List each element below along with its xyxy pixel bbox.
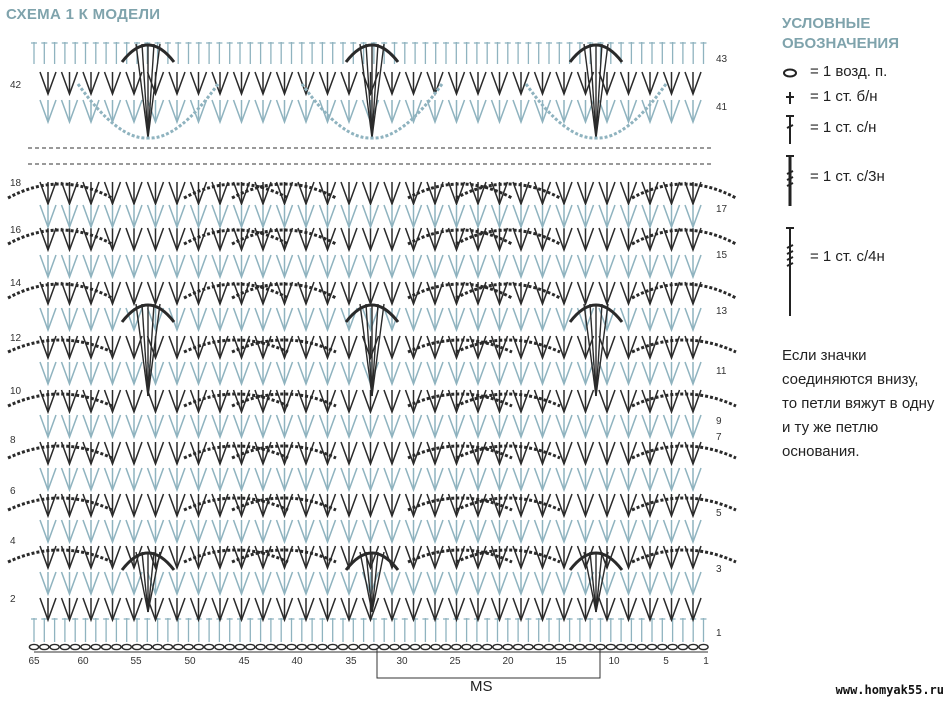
row-number-right: 9: [716, 416, 722, 427]
row-number-left: 6: [10, 486, 16, 497]
chain-stitch: [29, 644, 38, 649]
note-line: то петли вяжут в одну: [782, 395, 935, 412]
chain-stitch: [565, 644, 574, 649]
legend-title-line1: УСЛОВНЫЕ: [782, 15, 871, 32]
chain-stitch: [60, 644, 69, 649]
treble-stitch: [136, 304, 148, 396]
note-line: и ту же петлю: [782, 419, 879, 436]
chain-stitch: [606, 644, 615, 649]
chain-stitch: [225, 644, 234, 649]
chain-stitch: [132, 644, 141, 649]
note-line: основания.: [782, 443, 860, 460]
chain-stitch: [122, 644, 131, 649]
chain-stitch: [194, 644, 203, 649]
chain-stitch: [246, 644, 255, 649]
chain-stitch: [153, 644, 162, 649]
chain-stitch: [503, 644, 512, 649]
stitch-number: 1: [703, 656, 709, 667]
chain-stitch: [318, 644, 327, 649]
row-number-left: 8: [10, 435, 16, 446]
treble-stitch: [148, 44, 160, 138]
chain-stitch: [266, 644, 275, 649]
row-number-right: 15: [716, 250, 728, 261]
row-number-left: 12: [10, 333, 22, 344]
stitch-number: 55: [130, 656, 142, 667]
chain-stitch: [617, 644, 626, 649]
chain-stitch: [184, 644, 193, 649]
repeat-label: MS: [470, 678, 493, 695]
chain-stitch: [658, 644, 667, 649]
chain-stitch: [647, 644, 656, 649]
chain-stitch: [328, 644, 337, 649]
stitch-number: 40: [291, 656, 303, 667]
chain-stitch: [627, 644, 636, 649]
chain-stitch-icon: [782, 66, 802, 80]
treble-4-icon: [782, 224, 802, 318]
chain-arch: [8, 184, 112, 198]
row-number-left: 18: [10, 178, 22, 189]
chain-stitch: [205, 644, 214, 649]
chain-stitch: [483, 644, 492, 649]
row-number-left: 2: [10, 594, 16, 605]
stitch-number: 30: [396, 656, 408, 667]
chain-stitch: [400, 644, 409, 649]
chain-stitch: [256, 644, 265, 649]
chain-arch: [302, 84, 372, 138]
treble-stitch: [596, 44, 602, 138]
stitch-number: 5: [663, 656, 669, 667]
chain-stitch: [71, 644, 80, 649]
treble-stitch: [596, 552, 608, 612]
chain-stitch: [555, 644, 564, 649]
chain-stitch: [215, 644, 224, 649]
chain-stitch: [50, 644, 59, 649]
treble-stitch: [142, 304, 148, 396]
chain-stitch: [81, 644, 90, 649]
chain-stitch: [40, 644, 49, 649]
stitch-number: 60: [77, 656, 89, 667]
chain-stitch: [277, 644, 286, 649]
stitch-number: 65: [28, 656, 40, 667]
chain-stitch: [544, 644, 553, 649]
note-text: [782, 344, 950, 464]
row-number-right: 7: [716, 432, 722, 443]
stitch-number: 20: [502, 656, 514, 667]
treble-stitch: [372, 44, 378, 138]
treble-stitch: [148, 552, 154, 612]
chain-stitch: [699, 644, 708, 649]
chart-title: СХЕМА 1 К МОДЕЛИ: [6, 6, 161, 23]
chain-stitch: [411, 644, 420, 649]
legend-label-double: = 1 ст. с/н: [810, 119, 877, 136]
chain-stitch: [338, 644, 347, 649]
chain-stitch: [380, 644, 389, 649]
watermark: www.homyak55.ru: [835, 683, 944, 697]
chain-stitch: [514, 644, 523, 649]
chain-stitch: [431, 644, 440, 649]
single-crochet-icon: [782, 88, 802, 108]
row-number-left: 4: [10, 536, 16, 547]
chain-stitch: [112, 644, 121, 649]
note-line: соединяются внизу,: [782, 371, 919, 388]
legend-title-line2: ОБОЗНАЧЕНИЯ: [782, 35, 899, 52]
chain-stitch: [586, 644, 595, 649]
row-number-left: 10: [10, 386, 22, 397]
legend-title: [782, 14, 942, 54]
chain-stitch: [297, 644, 306, 649]
chain-stitch: [678, 644, 687, 649]
row-number-right: 3: [716, 564, 722, 575]
row-number-right: 1: [716, 628, 722, 639]
chain-stitch: [359, 644, 368, 649]
treble-stitch: [596, 304, 602, 396]
chain-stitch: [308, 644, 317, 649]
stitch-number: 50: [184, 656, 196, 667]
chain-stitch: [174, 644, 183, 649]
legend-label-treble3: = 1 ст. с/3н: [810, 168, 885, 185]
row-number-right: 11: [716, 366, 727, 377]
chain-stitch: [349, 644, 358, 649]
stitch-number: 45: [238, 656, 250, 667]
treble-stitch: [136, 44, 148, 138]
chain-stitch: [390, 644, 399, 649]
chain-arch: [8, 230, 112, 244]
chain-stitch: [524, 644, 533, 649]
chain-stitch: [235, 644, 244, 649]
row-number-right: 41: [716, 102, 728, 113]
chain-stitch: [462, 644, 471, 649]
row-number-right: 17: [716, 204, 728, 215]
chain-stitch: [689, 644, 698, 649]
row-number-right: 43: [716, 54, 728, 65]
legend-label-single: = 1 ст. б/н: [810, 88, 878, 105]
chain-stitch: [91, 644, 100, 649]
chain-stitch: [575, 644, 584, 649]
row-number-right: 13: [716, 306, 728, 317]
chain-stitch: [441, 644, 450, 649]
stitch-number: 25: [449, 656, 461, 667]
row-number-left: 16: [10, 225, 22, 236]
row-number-left: 42: [10, 80, 22, 91]
treble-stitch: [590, 44, 596, 138]
double-crochet-icon: [782, 112, 802, 146]
chain-stitch: [287, 644, 296, 649]
chain-stitch: [143, 644, 152, 649]
chain-arch: [8, 284, 112, 298]
legend-label-treble4: = 1 ст. с/4н: [810, 248, 885, 265]
chain-stitch: [637, 644, 646, 649]
chain-stitch: [534, 644, 543, 649]
chain-stitch: [163, 644, 172, 649]
chain-arch: [148, 84, 218, 138]
chain-stitch: [102, 644, 111, 649]
treble-3-icon: [782, 152, 802, 208]
treble-stitch: [148, 44, 154, 138]
chain-stitch: [452, 644, 461, 649]
note-line: Если значки: [782, 347, 867, 364]
treble-stitch: [590, 304, 596, 396]
chain-stitch: [421, 644, 430, 649]
stitch-number: 10: [608, 656, 620, 667]
chain-stitch: [472, 644, 481, 649]
chain-stitch: [493, 644, 502, 649]
stitch-number: 35: [345, 656, 357, 667]
legend-label-chain: = 1 возд. п.: [810, 63, 888, 80]
row-number-right: 5: [716, 508, 722, 519]
stitch-number: 15: [555, 656, 567, 667]
treble-stitch: [142, 552, 148, 612]
chain-stitch: [668, 644, 677, 649]
treble-stitch: [148, 552, 160, 612]
row-number-left: 14: [10, 278, 22, 289]
